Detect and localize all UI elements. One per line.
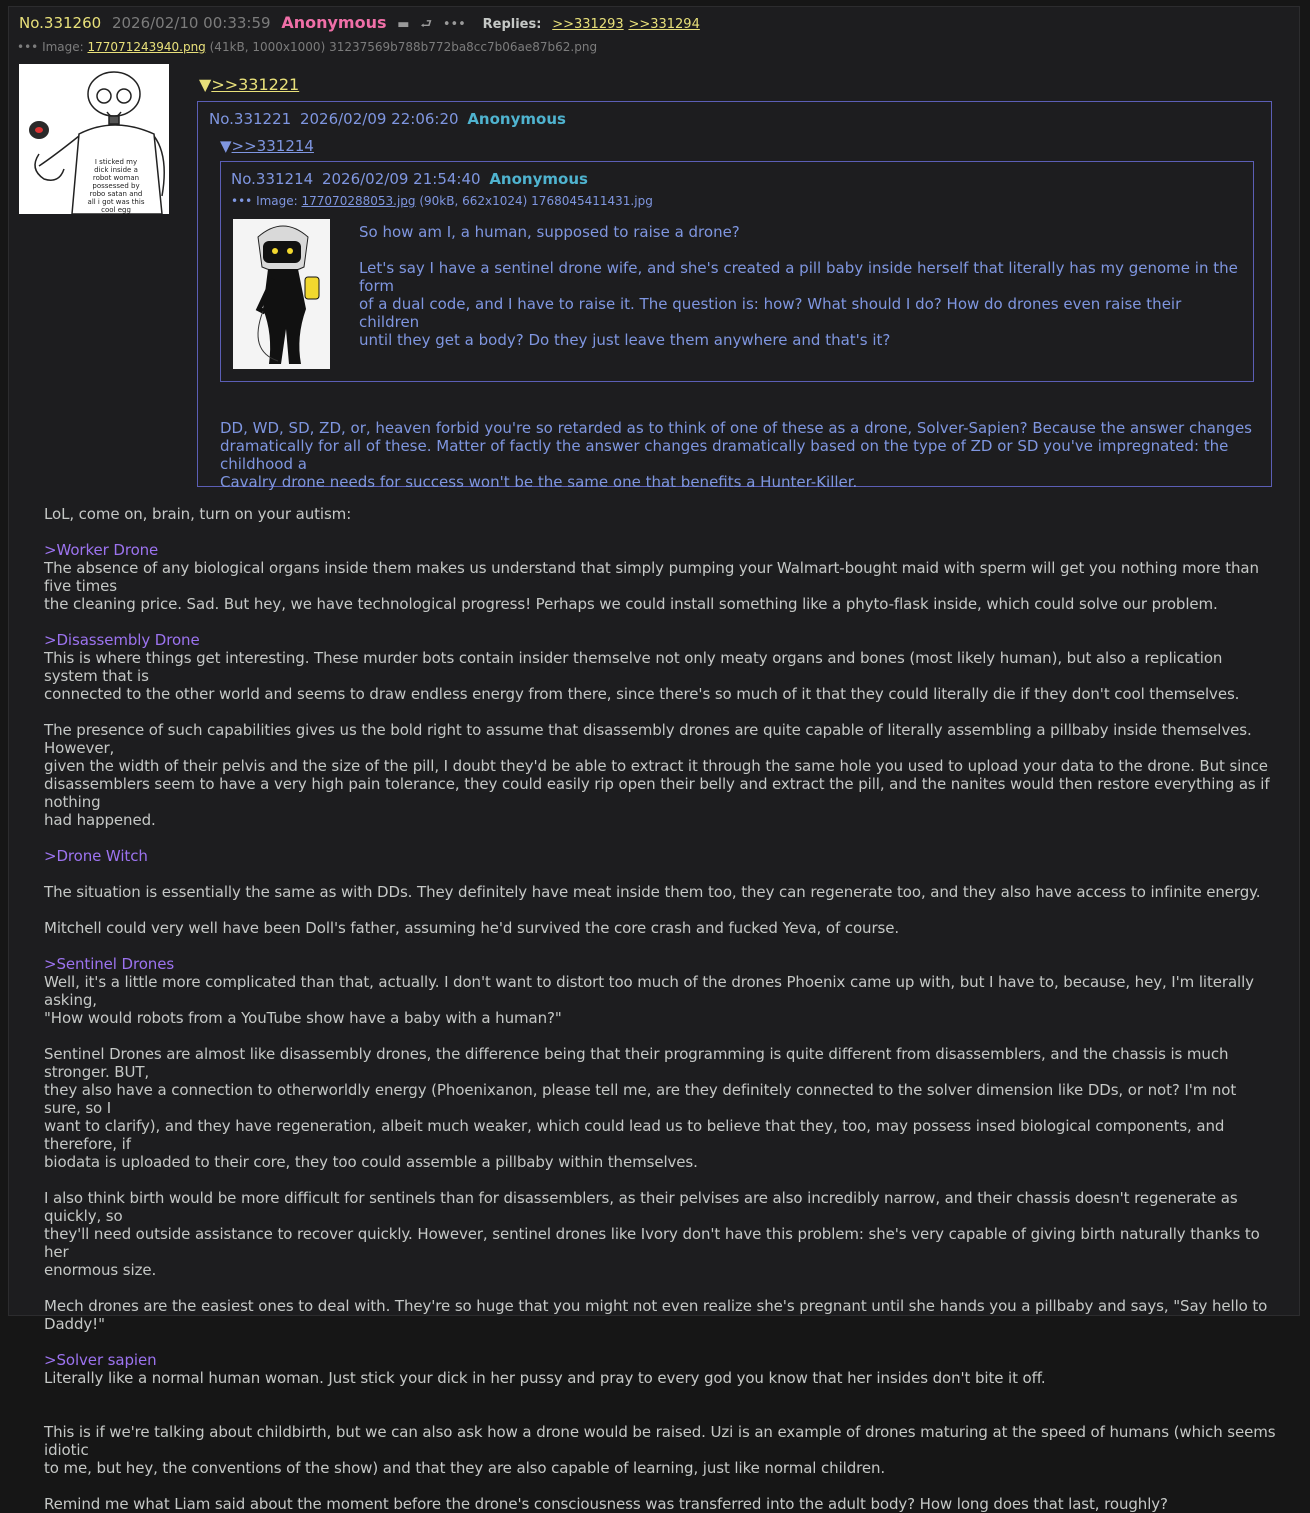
file-hash: 31237569b788b772ba8cc7b06ae87b62.png bbox=[329, 40, 598, 54]
quote-expander[interactable] bbox=[199, 75, 299, 95]
greentext-heading: >Worker Drone bbox=[44, 541, 159, 559]
quote-link[interactable]: >>331221 bbox=[211, 75, 300, 94]
paragraph: LoL, come on, brain, turn on your autism: bbox=[44, 505, 352, 523]
nested-post-text: So how am I, a human, supposed to raise a drone? Let's say I have a sentinel drone wife, and she's created a pill baby inside herself that literally has my genome in the form of a dual code, and I have to raise it. The question is: how? What should I do? How do drones even raise their children until they get a body? Do they just leave them anywhere and that's it? bbox=[359, 223, 1238, 349]
file-meta: (41kB, 1000x1000) bbox=[209, 40, 326, 54]
post-number[interactable]: No.331260 bbox=[19, 14, 102, 32]
file-menu-icon[interactable]: ••• bbox=[17, 40, 39, 54]
post-body bbox=[44, 505, 1276, 1513]
paragraph: This is where things get interesting. These murder bots contain insider themselve not only meaty organs and bones (most likely human), but also a replication system that is connected to the other world and seems to draw endless energy from there, since there's so much of it that they could literally die if they don't cool themselves. bbox=[44, 649, 1240, 703]
reply-link[interactable]: >>331293 bbox=[552, 17, 624, 32]
post-container bbox=[8, 6, 1300, 1513]
nested-post-header bbox=[231, 169, 588, 189]
file-menu-icon[interactable]: ••• bbox=[231, 194, 253, 208]
quoted-post-date: 2026/02/09 22:06:20 bbox=[299, 110, 459, 128]
quoted-post-header bbox=[209, 109, 566, 129]
greentext-heading: >Sentinel Drones bbox=[44, 955, 175, 973]
thumbnail-caption: I sticked my dick inside a robot woman possessed by robo satan and all i got was this cool egg bbox=[87, 158, 145, 214]
greentext-heading: >Drone Witch bbox=[44, 847, 148, 865]
paragraph: Literally like a normal human woman. Just stick your dick in her pussy and pray to every god you know that her insides don't bite it off. bbox=[44, 1369, 1046, 1387]
file-prefix: Image: bbox=[256, 194, 298, 208]
poster-name: Anonymous bbox=[281, 13, 387, 32]
greentext-heading: >Solver sapien bbox=[44, 1351, 157, 1369]
paragraph: This is if we're talking about childbirth, but we can also ask how a drone would be raised. Uzi is an example of drones maturing at the speed of humans (which seems idiotic to me, but hey, the conventions of the show) and that they are also capable of learning, just like normal children. bbox=[44, 1423, 1276, 1477]
quoted-poster-name: Anonymous bbox=[467, 110, 566, 128]
quoted-post-text: DD, WD, SD, ZD, or, heaven forbid you're so retarded as to think of one of these as a drone, Solver-Sapien? Because the answer changes dramatically for all of these. Matter of factly the answer changes dramatically based on the type of ZD or SD you've impregnated: the childhood a Cavalry drone needs for success won't be the same one that benefits a Hunter-Killer. bbox=[220, 419, 1252, 491]
expand-triangle-icon[interactable]: ▼ bbox=[199, 75, 212, 94]
nested-post-number[interactable]: No.331214 bbox=[231, 170, 314, 188]
file-name-link[interactable]: 177071243940.png bbox=[87, 40, 206, 54]
expand-triangle-icon[interactable]: ▼ bbox=[220, 137, 232, 155]
post-thumbnail[interactable] bbox=[19, 64, 169, 214]
paragraph: Mitchell could very well have been Doll's father, assuming he'd survived the core crash and fucked Yeva, of course. bbox=[44, 919, 900, 937]
replies-label: Replies: bbox=[482, 17, 542, 32]
paragraph: I also think birth would be more difficult for sentinels than for disassemblers, as their pelvises are also incredibly narrow, and their chassis doesn't regenerate as quickly, so they'll need outside assistance to recover quickly. However, sentinel drones like Ivory don't have this problem: she's very capable of giving birth naturally thanks to her enormous size. bbox=[44, 1189, 1260, 1279]
paragraph: The presence of such capabilities gives us the bold right to assume that disassembly drones are quite capable of literally assembling a pillbaby inside themselves. However, given the width of their pelvis and the size of the pill, I doubt they'd be able to extract it through the same hole you used to upload your data to the drone. But since disassemblers seem to have a very high pain tolerance, they could easily rip open their belly and extract the pill, and the nanites would then restore everything as if nothing had happened. bbox=[44, 721, 1270, 829]
quote-link[interactable]: >>331214 bbox=[231, 137, 314, 155]
greentext-heading: >Disassembly Drone bbox=[44, 631, 200, 649]
file-prefix: Image: bbox=[42, 40, 84, 54]
file-hash: 1768045411431.jpg bbox=[531, 194, 653, 208]
file-meta: (90kB, 662x1024) bbox=[419, 194, 528, 208]
file-name-link[interactable]: 177070288053.jpg bbox=[301, 194, 416, 208]
reply-link[interactable]: >>331294 bbox=[628, 17, 700, 32]
nested-post-date: 2026/02/09 21:54:40 bbox=[321, 170, 481, 188]
file-info bbox=[17, 39, 597, 55]
nested-post-thumbnail[interactable] bbox=[233, 219, 330, 369]
paragraph: The situation is essentially the same as with DDs. They definitely have meat inside them too, they can regenerate too, and they also have access to infinite energy. bbox=[44, 883, 1261, 901]
nested-quote-expander[interactable] bbox=[220, 136, 314, 156]
paragraph: The absence of any biological organs inside them makes us understand that simply pumping your Walmart-bought maid with sperm will get you nothing more than five times the cleaning price. Sad. But hey, we have technological progress! Perhaps we could install something like a phyto-flask inside, which could solve our problem. bbox=[44, 559, 1259, 613]
nested-file-info bbox=[231, 193, 653, 209]
nested-poster-name: Anonymous bbox=[489, 170, 588, 188]
paragraph: Well, it's a little more complicated than that, actually. I don't want to distort too much of the drones Phoenix came up with, but I have to, because, hey, I'm literally asking, "How would robots from a YouTube show have a baby with a human?" bbox=[44, 973, 1254, 1027]
reply-arrow-icon[interactable]: ⮐ bbox=[420, 17, 433, 32]
nested-quoted-post bbox=[220, 161, 1254, 382]
paragraph: Mech drones are the easiest ones to deal with. They're so huge that you might not even realize she's pregnant until she hands you a pillbaby and says, "Say hello to Daddy!" bbox=[44, 1297, 1272, 1333]
post-date: 2026/02/10 00:33:59 bbox=[111, 14, 271, 32]
paragraph: Sentinel Drones are almost like disassembly drones, the difference being that their programming is quite different from disassemblers, and the chassis is much stronger. BUT, they also have a connection to otherworldly energy (Phoenixanon, please tell me, are they definitely connected to the solver dimension like DDs, or not? I'm not sure, so I want to clarify), and they have regeneration, albeit much weaker, which could lead us to believe that they, too, may possess insed biological components, and therefore, if biodata is uploaded to their core, they too could assemble a pillbaby within themselves. bbox=[44, 1045, 1237, 1171]
paragraph: Remind me what Liam said about the moment before the drone's consciousness was transferred into the adult body? How long does that last, roughly? bbox=[44, 1495, 1168, 1513]
more-options-icon[interactable]: ••• bbox=[442, 17, 466, 32]
post-header bbox=[19, 13, 700, 33]
drone-character-drawing bbox=[233, 219, 330, 369]
quoted-post bbox=[197, 101, 1272, 491]
minimize-icon[interactable]: ▬ bbox=[397, 17, 410, 32]
quoted-post-number[interactable]: No.331221 bbox=[209, 110, 292, 128]
